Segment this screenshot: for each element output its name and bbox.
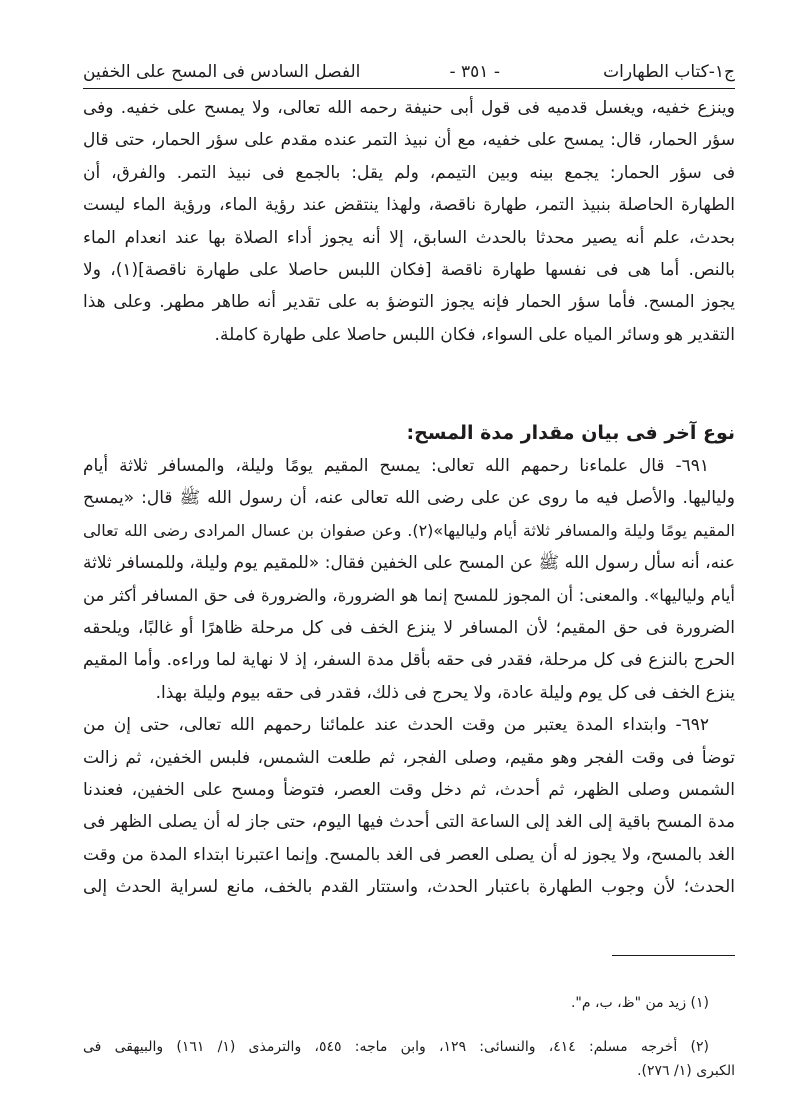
text-line: الطهارة الحاصلة بنبيذ التمر، طهارة ناقصة، ولهذا ينتقض عند رؤية الماء، ورؤية الماء ليست — [83, 195, 735, 216]
text-line: المقيم يومًا وليلة والمسافر ثلاثة أيام ولياليها»(٢). وعن صفوان بن عسال المرادى رضى الله تعالى — [83, 520, 736, 540]
text-line: الغد بالمسح، ولا يجوز له أن يصلى العصر فى الغد بالمسح. وإنما اعتبرنا ابتداء المدة من وقت — [83, 844, 735, 865]
text-line: يجوز المسح. فأما سؤر الحمار فإنه يجوز التوضؤ به على تقدير أنه طاهر مطهر. وعلى هذا — [83, 292, 735, 313]
text-line: ٦٩١- قال علماءنا رحمهم الله تعالى: يمسح المقيم يومًا وليلة، والمسافر ثلاثة أيام — [83, 456, 709, 476]
text-line: عنه، أنه سأل رسول الله ﷺ عن المسح على الخفين فقال: «للمقيم يوم وليلة، وللمسافر ثلاثة — [83, 553, 735, 574]
text-line: الشمس وصلى الظهر، ثم أحدث، ثم دخل وقت العصر، فتوضأ ومسح على الخفين، فعندنا — [83, 780, 735, 800]
book-title: ج١-كتاب الطهارات — [603, 62, 735, 82]
text-line: ينزع الخف فى كل يوم وليلة عادة، ولا يحرج فى ذلك، فقدر فى حقه بيوم وليلة بهذا. — [155, 682, 735, 703]
text-line: ولياليها. والأصل فيه ما روى عن على رضى الله تعالى عنه، أن رسول الله ﷺ قال: «يمسح — [83, 488, 735, 509]
footnote-separator — [612, 955, 735, 956]
text-line: ٦٩٢- وابتداء المدة يعتبر من وقت الحدث عند علمائنا رحمهم الله تعالى، حتى إن من — [83, 715, 709, 736]
footnote-line: الكبرى (١/ ٢٧٦). — [637, 1063, 735, 1079]
text-line: بحدث، علم أنه يصير محدثا بالحدث السابق، إلا أنه يجوز أداء الصلاة بها عند انعدام الماء — [83, 227, 735, 248]
text-line: التقدير هو وسائر المياه على السواء، فكان اللبس حاصلا على طهارة كاملة. — [214, 324, 735, 345]
chapter-title: الفصل السادس فى المسح على الخفين — [83, 62, 361, 82]
text-line: الحدث؛ لأن وجوب الطهارة باعتبار الحدث، واستتار القدم بالخف، مانع لسراية الحدث إلى — [83, 877, 735, 898]
text-line: أيام ولياليها». والمعنى: أن المجوز للمسح إنما هو الضرورة، والضرورة فى حق المسافر أكثر من — [83, 585, 735, 605]
footnote-line: (٢) أخرجه مسلم: ٤١٤، والنسائى: ١٢٩، وابن ماجه: ٥٤٥، والترمذى (١/ ١٦١) والبيهقى فى — [83, 1039, 709, 1055]
text-line: بالنص. أما هى فى نفسها طهارة ناقصة [فكان اللبس حاصلا على طهارة ناقصة](١)، ولا — [83, 260, 735, 280]
running-header — [83, 62, 735, 89]
text-line: مدة المسح باقية إلى الغد إلى الساعة التى أحدث فيها اليوم، حتى جاز له أن يصلى الظهر فى — [83, 812, 735, 833]
page-number: - ٣٥١ - — [449, 62, 500, 82]
text-line: فى سؤر الحمار: يجمع بينه وبين التيمم، ولم يقل: بالجمع فى نبيذ التمر. والفرق، أن — [83, 162, 735, 183]
footnote-line: (١) زيد من "ظ، ب، م". — [570, 995, 709, 1011]
text-line: توضأ فى وقت الفجر وهو مقيم، وصلى الفجر، ثم طلعت الشمس، فلبس الخفين، ثم زالت — [83, 747, 735, 768]
section-heading: نوع آخر فى بيان مقدار مدة المسح: — [406, 422, 735, 444]
text-line: وينزع خفيه، ويغسل قدميه فى قول أبى حنيفة رحمه الله تعالى، ولا يمسح على خفيه. وفى — [83, 98, 735, 118]
text-line: الحرج بالنزع فى كل مرحلة، فقدر فى حقه بأقل مدة السفر، إذ لا نهاية لما وراءه. وأما المقيم — [83, 650, 735, 671]
text-line: الضرورة فى حق المقيم؛ لأن المسافر لا ينزع الخف فى كل مرحلة ظاهرًا أو غالبًا، ويلحقه — [83, 618, 735, 638]
text-line: سؤر الحمار، قال: يمسح على خفيه، مع أن نبيذ التمر عنده مقدم على سؤر الحمار، حتى قال — [83, 130, 735, 151]
